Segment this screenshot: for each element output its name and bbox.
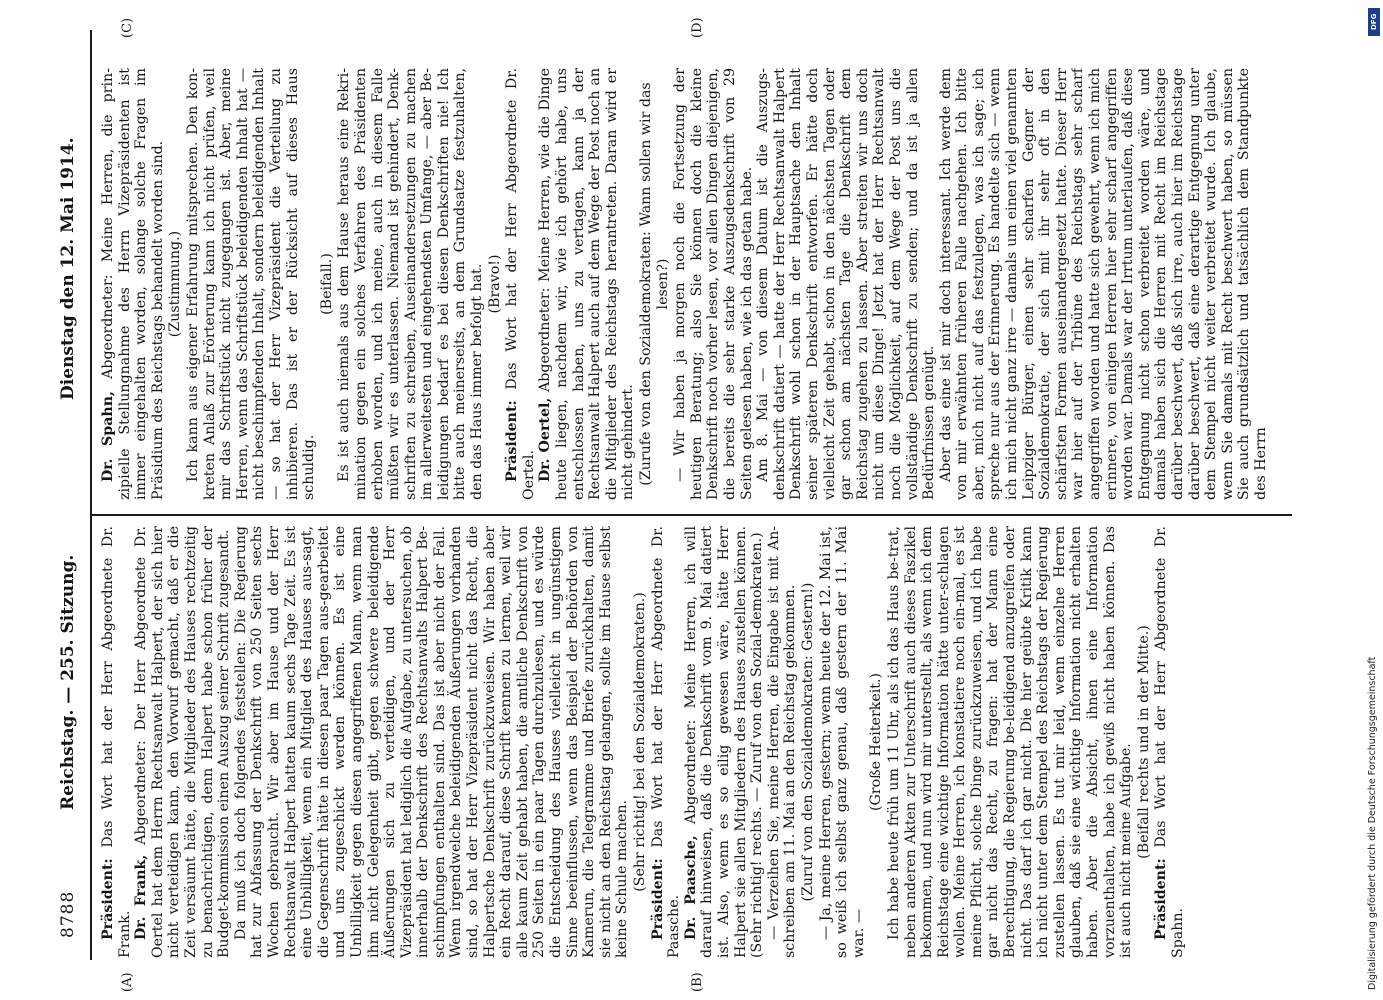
paragraph <box>100 68 166 500</box>
paragraph-text: Ich habe heute früh um 11 Uhr, als ich das Haus be-trat, neben anderen Akten zur Unterschrift auch dieses Faszikel bekommen, und nun wird mir unterstellt, als wenn ich dem Reichstage eine wichtige Information hätte unter-schlagen wollen. Meine Herren, ich konstatiere noch ein-mal, es ist meine Pflicht, solche Dinge zurückzuweisen, und ich habe gar nicht das Recht, zu fragen: hat der Mann eine Berechtigung, die Regierung be-leidigend anzugreifen oder nicht. Das darf ich gar nicht. Die hier geübte Kritik kann ich nicht unter dem Stempel des Reichstags der Regierung zustellen lassen. Es tut mir leid, wenn einzelne Herren glauben, daß sie eine wichtige Information nicht erhalten haben. Aber die Absicht, ihnen eine Information vorzuenthalten, habe ich gewiß nicht haben können. Das ist auch nicht meine Aufgabe. <box>885 526 1135 958</box>
digitization-credit: Digitalisierung gefördert durch die Deutsche Forschungsgemeinschaft <box>1367 656 1378 990</box>
paragraph-text: Ich kann aus eigener Erfahrung mitsprechen. Den kon-kreten Anlaß zur Erörterung kann ich nicht prüfen, weil mir das Schriftstück nicht zugegangen ist. Aber, meine Herren, wenn das Schriftstück beleidigenden Inhalt hat — nicht beschimpfenden Inhalt, sondern beleidigenden Inhalt — so hat der Herr Vizepräsident die Verteilung zu inhibieren. Das ist er der Rücksicht auf dieses Haus schuldig. <box>184 68 318 500</box>
interjection: (Zustimmung.) <box>167 230 184 338</box>
interjection: (Beifall rechts und in der Mitte.) <box>1135 625 1152 859</box>
speaker-name: Präsident: <box>1153 858 1170 940</box>
speaker-name: Dr. Paasche, <box>682 835 699 940</box>
margin-mark-a: (A) <box>120 972 135 992</box>
paragraph-text: Abgeordneter: Meine Herren, ich will darauf hinweisen, daß die Denkschrift vom 9. Mai datiert ist. Also, wenn es so eilig gewesen wäre, hätte Herr Halpert sie allen Mitgliedern des Hauses zustellen können. (Sehr richtig! rechts. — Zuruf von den Sozial-demokraten.) <box>682 526 766 958</box>
paragraph-text: — Verzeihen Sie, meine Herren, die Eingabe ist mit An-schreiben am 11. Mai an den Reichstag gekommen. <box>765 526 799 958</box>
interjection: (Sehr richtig! bei den Sozialdemokraten.) <box>632 592 648 892</box>
column-divider <box>92 514 1292 516</box>
paragraph <box>766 526 799 958</box>
paragraph <box>504 68 537 500</box>
paragraph <box>100 526 133 958</box>
interjection: (Große Heiterkeit.) <box>868 672 885 812</box>
paragraph-text: Das Wort hat der Herr Abgeordnete Dr. Paasche. <box>649 526 683 958</box>
paragraph <box>336 68 485 500</box>
paragraph-text: Es ist auch niemals aus dem Hause heraus eine Rekri-mination gegen ein solches Verfahren des Präsidenten erhoben worden, und ich meine, auch in diesem Falle müßten wir es unterlassen. Niemand ist gehindert, Denk-schriften zu schreiben, Auseinandersetzungen zu machen im allerweitesten und eingehendsten Umfange, — aber Be-leidigungen bedarf es bei diesen Denkschriften nie! Ich bitte auch meinerseits, an dem Grundsatze festzuhalten, den das Haus immer befolgt hat. <box>336 68 486 500</box>
paragraph-text: Das Wort hat der Herr Abgeordnete Dr. Frank. <box>100 526 133 958</box>
speaker-name: Dr. Spahn, <box>100 391 116 482</box>
paragraph-text: — Wir haben ja morgen noch die Fortsetzung der heutigen Beratung; also Sie können doch die kleine Denkschrift noch vorher lesen, vor allen Dingen diejenigen, die bereits die sehr starke Auszugsdenkschrift von 29 Seiten gelesen haben, wie ich das getan habe. <box>672 68 755 500</box>
page-number: 8788 <box>58 890 78 938</box>
margin-mark-b: (B) <box>690 972 705 992</box>
speaker-name: Präsident: <box>504 400 521 482</box>
paragraph <box>233 526 631 958</box>
paragraph-text: Abgeordneter: Der Herr Abgeordnete Dr. Oertel hat dem Herrn Rechtsanwalt Halpert, der sich hier nicht verteidigen kann, den Vorwurf gemacht, daß er die Zeit versäumt hätte, die Mitglieder des Hauses rechtzeitig zu benachrichtigen, denn Halpert habe schon früher der Budget-kommission einen Auszug seiner Schrift zugesandt. <box>133 526 233 958</box>
paragraph-text: Aber das eine ist mir doch interessant. Ich werde dem von mir erwähnten früheren Falle nachgehen. Ich bitte aber, mich nicht auf das festzulegen, was ich sage; ich spreche nur aus der Erinnerung. Es handelte sich — wenn ich mich nicht ganz irre — damals um einen viel genannten Leipziger Bürger, einen sehr scharfen Gegner der Sozialdemokratie, der sich mit ihr sehr oft in den schärfsten Formen auseinandergesetzt hatte. Dieser Herr war hier auf der Tribüne des Reichstags sehr scharf angegriffen worden und hatte sich gewehrt, wenn ich mich erinnere, von einigen Herren hier sehr scharf angegriffen worden war. Damals war der Irrtum unterlaufen, daß diese Entgegnung nicht schon verbreitet worden wäre, und damals haben sich die Herren mit Recht im Reichstage darüber beschwert, daß sich irre, auch hier im Reichstage darüber beschwert, daß eine derartige Entgegnung unter dem Stempel nicht weiter verbreitet wurde. Ich glaube, wenn Sie damals mit Recht beschwert haben, so müssen Sie auch grundsätzlich und tatsächlich dem Standpunkte des Herrn <box>937 68 1269 500</box>
paragraph <box>672 68 755 500</box>
margin-mark-c: (C) <box>120 17 135 38</box>
header-left-title: Reichstag. — 255. Sitzung. <box>58 554 78 810</box>
left-column <box>100 526 1290 958</box>
interjection: (Beifall.) <box>318 253 335 315</box>
paragraph <box>938 68 1270 500</box>
speaker-name: Dr. Frank, <box>133 854 150 940</box>
paragraph-text: Abgeordneter: Meine Herren, die prin-zipielle Stellungnahme des Herrn Vizepräsidenten ist immer eingehalten worden, solange solche Fragen im Präsidium des Reichstags behandelt worden sind. <box>100 68 166 500</box>
paragraph-text: Das Wort hat der Herr Abgeordnete Dr. Spahn. <box>1153 526 1186 958</box>
paragraph <box>185 68 318 500</box>
header-right-title: Dienstag den 12. Mai 1914. <box>58 137 78 400</box>
speaker-name: Präsident: <box>100 858 116 940</box>
paragraph-text: Da muß ich doch folgendes feststellen: Die Regierung hat zur Abfassung der Denkschrift von 250 Seiten sechs Wochen gebraucht. Wir aber im Hause und der Herr Rechtsanwalt Halpert hatten kaum sechs Tage Zeit. Es ist eine Unbilligkeit, wenn ein Mitglied des Hauses aus-sagt, die Gegenschrift hätte in diesen paar Tagen aus-gearbeitet und uns zugeschickt werden können. Es ist eine Unbilligkeit gegen diesen angegriffenen Mann, wenn man ihm nicht Gelegenheit gibt, gegen schwere beleidigende Äußerungen sich zu verteidigen, und der Herr Vizepräsident hat lediglich die Aufgabe, zu untersuchen, ob innerhalb der Denkschrift des Rechtsanwalts Halpert Be-schimpfungen enthalten sind. Das ist aber nicht der Fall. Wenn irgendwelche beleidigenden Äußerungen vorhanden sind, so hat der Herr Vizepräsident nicht das Recht, die Halpertsche Denkschrift zurückzuweisen. Wir haben aber ein Recht darauf, diese Schrift kennen zu lernen, weil wir alle kaum Zeit gehabt haben, die amtliche Denkschrift von 250 Seiten in ein paar Tagen durchzulesen, und es würde die Entscheidung des Hauses vielleicht in ungünstigem Sinne beeinflussen, wenn das Beispiel der Behörden von Kamerun, die Telegramme und Briefe zurückhalten, damit sie nicht an den Reichstag gelangen, sollte im Hause selbst keine Schule machen. <box>232 526 631 958</box>
paragraph <box>537 68 637 500</box>
paragraph <box>683 526 766 958</box>
paragraph <box>818 526 868 958</box>
paragraph <box>650 526 683 958</box>
speaker-name: Dr. Oertel, <box>537 397 554 482</box>
interjection: (Zuruf von den Sozialdemokraten: Gestern!) <box>799 582 816 902</box>
speaker-name: Präsident: <box>649 858 666 940</box>
right-column <box>100 68 1290 500</box>
margin-mark-d: (D) <box>690 17 705 38</box>
running-header <box>52 40 86 960</box>
dfg-logo: DFG <box>1368 8 1380 36</box>
interjection: (Bravo!) <box>486 254 503 314</box>
header-rule <box>90 30 92 960</box>
paragraph <box>755 68 938 500</box>
paragraph-text: Abgeordneter: Meine Herren, wie die Dinge heute liegen, nachdem wir, wie ich gehört habe, uns entschlossen haben, uns zu vertagen, kann ja der Rechtsanwalt Halpert auch auf dem Wege der Post noch an die Mitglieder des Reichstags herantreten. Daran wird er nicht gehindert. <box>537 68 637 500</box>
paragraph-text: Am 8. Mai — von diesem Datum ist die Auszugs-denkschrift datiert — hatte der Herr Rechtsanwalt Halpert Denkschrift wohl schon in der Hauptsache den Inhalt seiner späteren Denkschrift entworfen. Er hätte doch vielleicht Zeit gehabt, schon in den nächsten Tagen oder gar schon am nächsten Tage die Denkschrift dem Reichstag zugehen zu lassen. Aber streiten wir uns doch nicht um diese Dinge! Jetzt hat der Herr Rechtsanwalt noch die Möglichkeit, auf dem Wege der Post uns die vollständige Denkschrift zu senden; und da ist ja allen Bedürfnissen genügt. <box>755 68 938 500</box>
paragraph-text: — Ja, meine Herren, gestern; wenn heute der 12. Mai ist, so weiß ich selbst ganz genau, daß gestern der 11. Mai war. — <box>817 526 867 958</box>
paragraph <box>1153 526 1186 958</box>
interjection: (Zurufe von den Sozialdemokraten: Wann sollen wir das lesen?) <box>638 82 671 486</box>
paragraph <box>133 526 233 958</box>
paragraph <box>886 526 1135 958</box>
paragraph-text: Das Wort hat der Herr Abgeordnete Dr. Oertel. <box>504 68 537 500</box>
